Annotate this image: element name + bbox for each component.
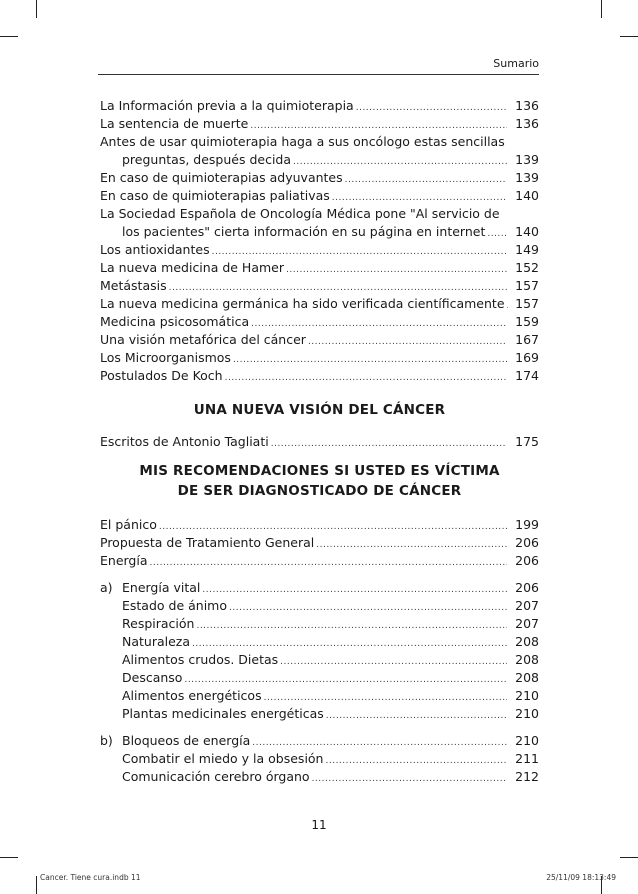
leader-dots [229, 599, 507, 617]
toc-entry-page: 211 [515, 751, 539, 766]
toc-group-b [100, 732, 539, 786]
toc-entry-page: 206 [515, 580, 539, 595]
toc-entry-title: El pánico [100, 517, 157, 532]
toc-entry-title: Los Microorganismos [100, 350, 231, 365]
toc-entry [100, 552, 539, 570]
toc-entry-title: La Sociedad Española de Oncología Médica pone "Al servicio de [100, 206, 500, 221]
toc-entry-page: 199 [515, 517, 539, 532]
toc-entry-title: Estado de ánimo [122, 598, 228, 613]
toc-entry-page: 140 [515, 188, 539, 203]
toc-entry-title: Respiración [122, 616, 195, 631]
toc-entry-page: 149 [515, 242, 539, 257]
section-title: UNA NUEVA VISIÓN DEL CÁNCER [193, 402, 446, 418]
toc-entry-page: 157 [515, 278, 539, 293]
leader-dots [345, 171, 507, 189]
leader-dots [325, 752, 507, 770]
leader-dots [271, 435, 507, 453]
toc-entry [100, 516, 539, 534]
section-title [100, 461, 539, 501]
leader-dots [233, 351, 507, 369]
section-title-line1: MIS RECOMENDACIONES SI USTED ES VÍCTIMA [139, 463, 500, 479]
leader-dots [487, 225, 507, 243]
toc-entry-page: 169 [515, 350, 539, 365]
toc-entry [100, 579, 539, 597]
toc-group-1 [100, 97, 539, 385]
toc-entry-title: La sentencia de muerte [100, 116, 249, 131]
toc-entry-title: La Información previa a la quimioterapia [100, 98, 354, 113]
toc-group-3 [100, 516, 539, 570]
toc-entry-title: En caso de quimioterapias paliativas [100, 188, 330, 203]
toc-entry [100, 705, 539, 723]
leader-dots [280, 653, 507, 671]
toc-entry-title: Alimentos crudos. Dietas [122, 652, 279, 667]
toc-entry [100, 169, 539, 187]
crop-mark [0, 857, 18, 858]
toc-entry [100, 97, 539, 115]
toc-entry-page: 140 [515, 224, 539, 239]
leader-dots [312, 770, 507, 788]
leader-dots [196, 617, 507, 635]
toc-entry-label: a) [100, 580, 113, 595]
toc-entry-page: 139 [515, 152, 539, 167]
crop-mark [620, 36, 638, 37]
toc-entry-title: Energía vital [122, 580, 201, 595]
toc-entry-title: Comunicación cerebro órgano [122, 769, 310, 784]
toc-entry [100, 651, 539, 669]
toc-entry-page: 157 [515, 296, 539, 311]
toc-entry [100, 151, 539, 169]
toc-entry [100, 615, 539, 633]
toc-entry [100, 277, 539, 295]
toc-entry [100, 259, 539, 277]
toc-entry-title: Combatir el miedo y la obsesión [122, 751, 324, 766]
toc-entry-title: Escritos de Antonio Tagliati [100, 434, 269, 449]
toc-entry-page: 136 [515, 116, 539, 131]
toc-entry-title: Alimentos energéticos [122, 688, 262, 703]
toc-group-2 [100, 433, 539, 451]
running-header [98, 57, 539, 75]
leader-dots [308, 333, 507, 351]
toc-entry-title: Energía [100, 553, 148, 568]
toc-entry-line [100, 205, 539, 223]
print-slug-left: Cancer. Tiene cura.indb 11 [40, 873, 141, 882]
toc-entry-page: 152 [515, 260, 539, 275]
toc-entry [100, 295, 539, 313]
toc-entry-title: La nueva medicina de Hamer [100, 260, 285, 275]
toc-entry [100, 313, 539, 331]
table-of-contents [100, 97, 539, 786]
toc-entry [100, 223, 539, 241]
toc-entry [100, 534, 539, 552]
toc-entry [100, 768, 539, 786]
toc-entry-page: 175 [515, 434, 539, 449]
leader-dots [316, 536, 507, 554]
toc-entry [100, 367, 539, 385]
toc-entry-title: Metástasis [100, 278, 167, 293]
toc-entry [100, 597, 539, 615]
toc-entry-title: Una visión metafórica del cáncer [100, 332, 306, 347]
toc-entry [100, 633, 539, 651]
crop-mark [0, 36, 18, 37]
toc-group-a [100, 579, 539, 723]
toc-entry-title: Medicina psicosomática [100, 314, 250, 329]
toc-entry-title: Plantas medicinales energéticas [122, 706, 324, 721]
crop-mark [36, 876, 37, 894]
toc-entry [100, 750, 539, 768]
page-number: 11 [311, 818, 327, 832]
leader-dots [225, 369, 507, 387]
toc-entry [100, 187, 539, 205]
toc-entry-title: preguntas, después decida [122, 152, 292, 167]
toc-entry-page: 206 [515, 553, 539, 568]
toc-entry-page: 208 [515, 652, 539, 667]
toc-entry-title: Antes de usar quimioterapia haga a sus oncólogo estas sencillas [100, 134, 505, 149]
section-title-line2: DE SER DIAGNOSTICADO DE CÁNCER [177, 483, 462, 499]
toc-entry-page: 136 [515, 98, 539, 113]
leader-dots [326, 707, 507, 725]
toc-entry [100, 349, 539, 367]
toc-entry-page: 167 [515, 332, 539, 347]
toc-entry-title: Los antioxidantes [100, 242, 210, 257]
toc-entry-page: 212 [515, 769, 539, 784]
toc-entry-title: Propuesta de Tratamiento General [100, 535, 315, 550]
toc-entry [100, 241, 539, 259]
toc-entry-page: 208 [515, 670, 539, 685]
toc-entry-title: Postulados De Koch [100, 368, 223, 383]
toc-entry-title: Descanso [122, 670, 183, 685]
crop-mark [601, 0, 602, 18]
leader-dots [202, 581, 507, 599]
toc-entry-title: los pacientes" cierta información en su página en internet [122, 224, 486, 239]
toc-entry-title: Bloqueos de energía [122, 733, 251, 748]
toc-entry-page: 207 [515, 598, 539, 613]
toc-entry-title: En caso de quimioterapias adyuvantes [100, 170, 343, 185]
toc-entry-page: 208 [515, 634, 539, 649]
toc-entry-title: Naturaleza [122, 634, 191, 649]
toc-entry-page: 210 [515, 706, 539, 721]
toc-entry [100, 115, 539, 133]
leader-dots [150, 554, 508, 572]
toc-entry-page: 206 [515, 535, 539, 550]
toc-entry-label: b) [100, 733, 113, 748]
toc-entry [100, 732, 539, 750]
toc-entry-page: 207 [515, 616, 539, 631]
toc-entry-page: 210 [515, 733, 539, 748]
running-header-text: Sumario [493, 57, 539, 70]
crop-mark [620, 857, 638, 858]
toc-entry [100, 669, 539, 687]
toc-entry-page: 159 [515, 314, 539, 329]
toc-entry-title: La nueva medicina germánica ha sido verificada científicamente [100, 296, 505, 311]
toc-entry [100, 331, 539, 349]
leader-dots [356, 99, 507, 117]
print-slug-right: 25/11/09 18:13:49 [546, 873, 616, 882]
toc-entry [100, 433, 539, 451]
leader-dots [286, 261, 507, 279]
toc-entry-page: 174 [515, 368, 539, 383]
toc-entry-line [100, 133, 539, 151]
toc-entry [100, 687, 539, 705]
toc-entry-page: 210 [515, 688, 539, 703]
crop-mark [36, 0, 37, 18]
toc-entry-page: 139 [515, 170, 539, 185]
